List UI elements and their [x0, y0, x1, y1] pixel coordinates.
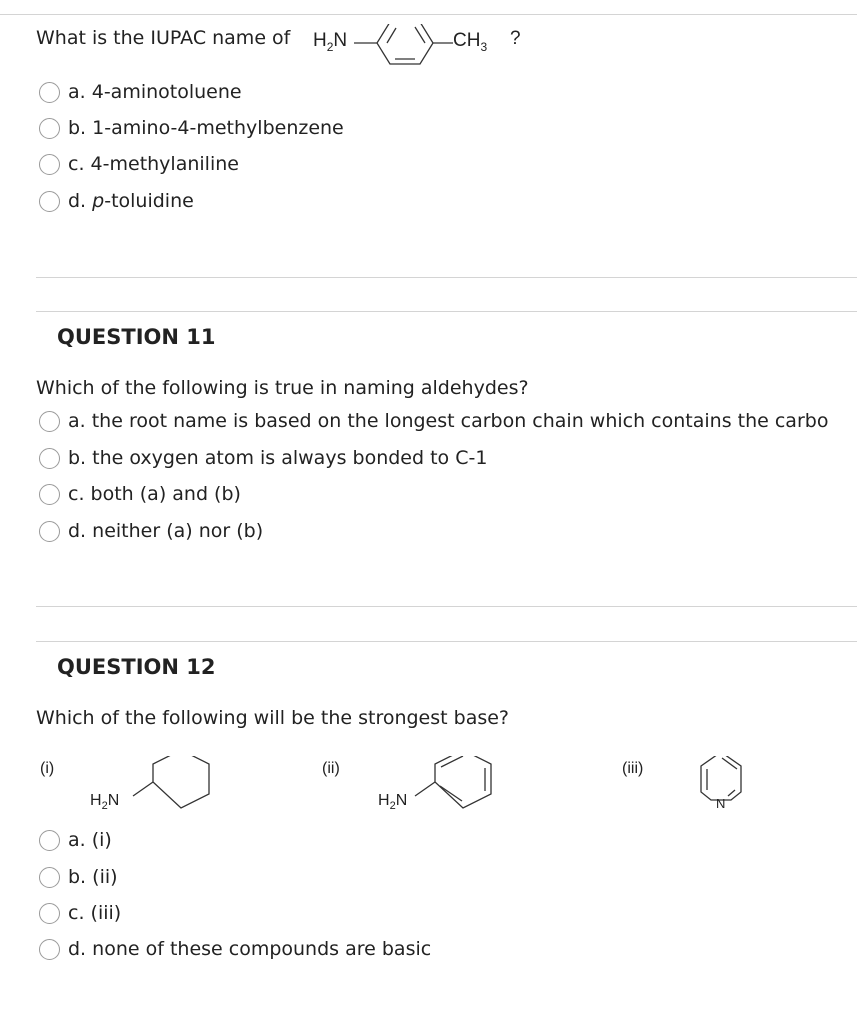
- option-label: d. p-toluidine: [68, 190, 194, 212]
- q11-bottom-divider: [36, 606, 857, 607]
- option-label: c. (iii): [68, 902, 122, 924]
- option-label: b. (ii): [68, 866, 118, 888]
- structure-i-amine-label: $H_2N$: [90, 792, 120, 813]
- radio-button[interactable]: [39, 411, 60, 432]
- radio-button[interactable]: [39, 521, 60, 542]
- q10-methyl-label: $CH_3$: [453, 30, 488, 54]
- option-label: a. the root name is based on the longest carbon chain which contains the carbo: [68, 410, 829, 432]
- pyridine-nitrogen-label: N: [716, 796, 726, 811]
- q12-heading: QUESTION 12: [57, 655, 216, 679]
- q10-option-c[interactable]: [39, 151, 239, 177]
- q10-bottom-divider: [36, 277, 857, 278]
- radio-button[interactable]: [39, 118, 60, 139]
- q10-stem: [36, 27, 290, 49]
- radio-button[interactable]: [39, 191, 60, 212]
- pyridine-ring: [618, 756, 778, 820]
- q12-option-b[interactable]: [39, 864, 118, 890]
- q10-question-mark: ?: [510, 28, 521, 49]
- q12-option-d[interactable]: [39, 936, 431, 962]
- option-label: c. both (a) and (b): [68, 483, 241, 505]
- q10-benzene-ring: [311, 24, 541, 72]
- radio-button[interactable]: [39, 830, 60, 851]
- q11-heading: QUESTION 11: [57, 325, 216, 349]
- radio-button[interactable]: [39, 448, 60, 469]
- q10-option-b[interactable]: [39, 115, 344, 141]
- q12-stem: Which of the following will be the strongest base?: [36, 707, 510, 729]
- structure-iii-label: (iii): [622, 760, 644, 777]
- q11-stem: Which of the following is true in naming aldehydes?: [36, 377, 529, 399]
- q10-option-a[interactable]: [39, 79, 242, 105]
- radio-button[interactable]: [39, 82, 60, 103]
- structure-ii-label: (ii): [322, 760, 340, 777]
- option-label: b. 1-amino-4-methylbenzene: [68, 117, 344, 139]
- q11-option-d[interactable]: [39, 518, 263, 544]
- radio-button[interactable]: [39, 939, 60, 960]
- radio-button[interactable]: [39, 484, 60, 505]
- q10-option-d[interactable]: [39, 188, 194, 214]
- q11-option-b[interactable]: [39, 445, 487, 471]
- option-label: c. 4-methylaniline: [68, 153, 239, 175]
- q12-structure-i: [36, 756, 236, 820]
- option-label: b. the oxygen atom is always bonded to C-1: [68, 447, 488, 469]
- q12-structure-iii: [618, 756, 778, 820]
- q11-top-divider: [36, 311, 857, 312]
- q10-amine-label: $H_2N$: [313, 30, 348, 54]
- q12-option-c[interactable]: [39, 900, 121, 926]
- q11-option-a[interactable]: [39, 408, 857, 434]
- q12-top-divider: [36, 641, 857, 642]
- structure-ii-amine-label: $H_2N$: [378, 792, 408, 813]
- top-divider: [0, 14, 857, 15]
- q11-option-c[interactable]: [39, 481, 241, 507]
- q10-structure: [311, 24, 541, 72]
- q10-stem-prefix: What is the IUPAC name of: [36, 27, 291, 49]
- benzene-ring: [318, 756, 518, 820]
- radio-button[interactable]: [39, 154, 60, 175]
- radio-button[interactable]: [39, 867, 60, 888]
- structure-i-label: (i): [40, 760, 55, 777]
- q12-option-a[interactable]: [39, 827, 112, 853]
- q12-structure-ii: [318, 756, 518, 820]
- option-label: a. 4-aminotoluene: [68, 81, 242, 103]
- cyclohexane-ring: [36, 756, 236, 820]
- option-label: d. neither (a) nor (b): [68, 520, 264, 542]
- option-label: d. none of these compounds are basic: [68, 938, 432, 960]
- option-label: a. (i): [68, 829, 112, 851]
- radio-button[interactable]: [39, 903, 60, 924]
